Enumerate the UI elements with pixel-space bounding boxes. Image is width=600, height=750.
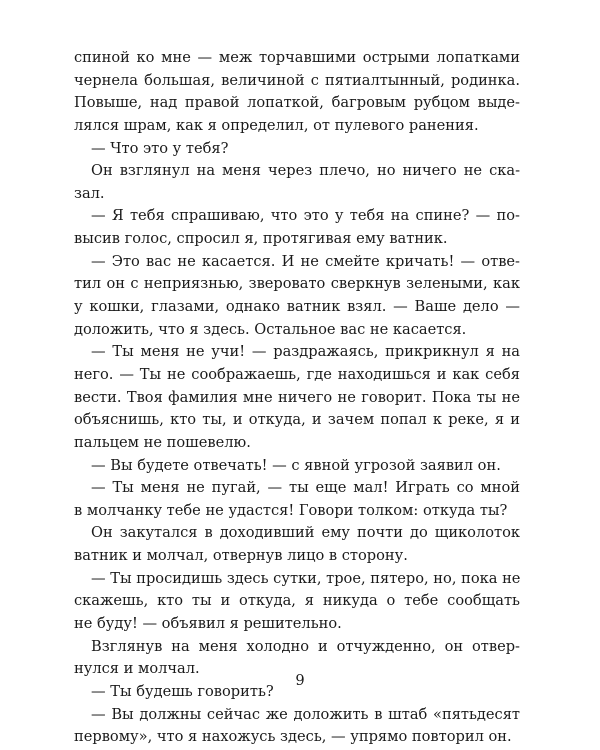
page-number: 9 [295, 672, 305, 689]
text-line: — Это вас не касается. И не смейте кричать! — отве- [91, 252, 520, 270]
text-line: спиной ко мне — меж торчавшими острыми лопатками [74, 49, 520, 66]
text-line: — Ты просидишь здесь сутки, трое, пятеро, но, пока не [91, 569, 520, 587]
text-line: первому», что я нахожусь здесь, — упрямо повторил он. [74, 728, 512, 746]
text-line: высив голос, спросил я, протягивая ему ватник. [74, 230, 448, 248]
text-line: тил он с неприязнью, зверовато сверкнув зелеными, как [74, 275, 520, 293]
text-line: — Я тебя спрашиваю, что это у тебя на спине? — по- [91, 207, 520, 225]
text-line: не буду! — объявил я решительно. [74, 615, 342, 633]
text-line: ватник и молчал, отвернув лицо в сторону. [74, 547, 408, 565]
text-line: пальцем не пошевелю. [74, 433, 251, 451]
text-line: лялся шрам, как я определил, от пулевого ранения. [74, 116, 479, 134]
text-line: — Вы будете отвечать! — с явной угрозой заявил он. [91, 456, 501, 474]
text-line: у кошки, глазами, однако ватник взял. — Ваше дело — [74, 298, 520, 316]
text-line: доложить, что я здесь. Остальное вас не касается. [74, 320, 467, 338]
text-line: — Вы должны сейчас же доложить в штаб «пятьдесят [91, 705, 520, 723]
text-line: зал. [74, 184, 105, 202]
text-line: — Ты будешь говорить? [91, 682, 274, 700]
text-line: Взглянув на меня холодно и отчужденно, он отвер- [91, 637, 520, 655]
text-line: объяснишь, кто ты, и откуда, и зачем попал к реке, я и [74, 411, 520, 429]
text-line: вести. Твоя фамилия мне ничего не говорит. Пока ты не [74, 388, 520, 406]
text-line: скажешь, кто ты и откуда, я никуда о тебе сообщать [74, 592, 520, 610]
text-line: нулся и молчал. [74, 660, 200, 678]
text-line: в молчанку тебе не удастся! Говори толком: откуда ты? [74, 501, 508, 519]
body-text [74, 47, 520, 749]
text-line: Повыше, над правой лопаткой, багровым рубцом выде- [74, 94, 520, 112]
text-line: — Что это у тебя? [91, 139, 229, 157]
text-line: Он закутался в доходивший ему почти до щиколоток [91, 524, 520, 542]
text-line: Он взглянул на меня через плечо, но ничего не ска- [91, 162, 520, 180]
text-line: него. — Ты не соображаешь, где находишься и как себя [74, 365, 520, 383]
text-line: — Ты меня не пугай, — ты еще мал! Играть со мной [91, 479, 520, 497]
text-line: чернела большая, величиной с пятиалтынный, родинка. [74, 71, 520, 89]
text-line: — Ты меня не учи! — раздражаясь, прикрикнул я на [91, 343, 520, 361]
